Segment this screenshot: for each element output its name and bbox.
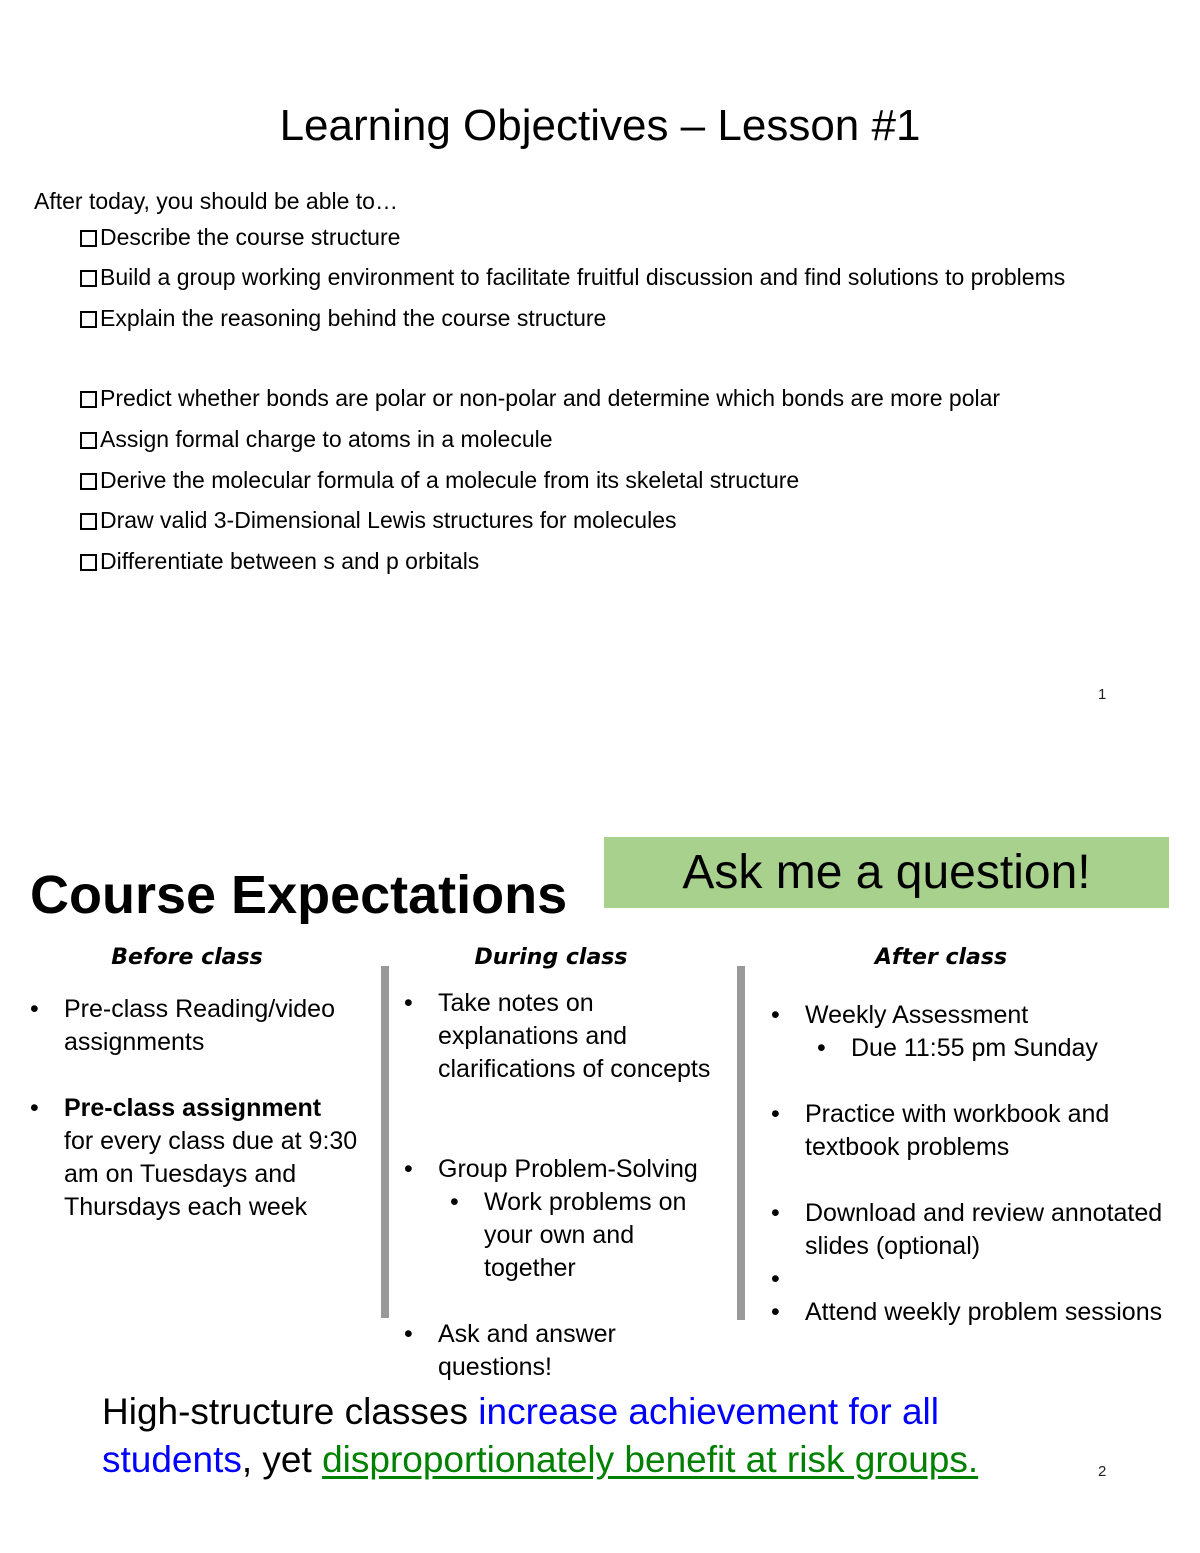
list-item: • Weekly Assessment — [771, 999, 1171, 1032]
column-divider — [737, 966, 745, 1320]
list-item-detail: for every class due at 9:30 am on Tuesdays and Thursdays each week — [64, 1127, 358, 1221]
objective-item: Differentiate between s and p orbitals — [80, 546, 479, 576]
checkbox-icon — [80, 554, 97, 571]
list-item: • Attend weekly problem sessions — [771, 1296, 1171, 1329]
checkbox-icon — [80, 230, 97, 247]
ask-question-callout: Ask me a question! — [604, 837, 1169, 908]
objective-item: Describe the course structure — [80, 222, 400, 252]
column-divider — [381, 966, 389, 1318]
page-number: 1 — [1098, 686, 1107, 703]
list-item — [30, 1092, 375, 1224]
checkbox-icon — [80, 270, 97, 287]
checkbox-icon — [80, 513, 97, 530]
list-item: • Take notes on explanations and clarifications of concepts — [404, 987, 734, 1086]
page-number: 2 — [1098, 1463, 1107, 1480]
list-subitem: • Due 11:55 pm Sunday — [817, 1032, 1167, 1065]
slide1-title: Learning Objectives – Lesson #1 — [279, 101, 921, 150]
checkbox-icon — [80, 311, 97, 328]
column-heading-during: During class — [474, 945, 628, 970]
slide2-title: Course Expectations — [30, 865, 568, 925]
objective-item: Explain the reasoning behind the course structure — [80, 303, 606, 333]
list-subitem: • Work problems on your own and together — [450, 1186, 730, 1285]
list-item: • Group Problem-Solving — [404, 1153, 734, 1186]
list-item: • Practice with workbook and textbook problems — [771, 1098, 1171, 1164]
list-item-emphasis: Pre-class assignment — [64, 1094, 322, 1122]
list-item: • Ask and answer questions! — [404, 1318, 734, 1384]
list-item: • Pre-class Reading/video assignments — [30, 993, 375, 1059]
column-heading-before: Before class — [111, 945, 263, 970]
checkbox-icon — [80, 432, 97, 449]
objective-item: Draw valid 3-Dimensional Lewis structures for molecules — [80, 505, 676, 535]
checkbox-icon — [80, 391, 97, 408]
objective-item: Derive the molecular formula of a molecule from its skeletal structure — [80, 465, 799, 495]
objective-item: Assign formal charge to atoms in a molecule — [80, 424, 553, 454]
highlight-achievement: increase achievement for all students — [102, 1391, 939, 1480]
objective-item: Build a group working environment to facilitate fruitful discussion and find solutions to problems — [80, 262, 1065, 292]
highlight-at-risk: disproportionately benefit at risk groups. — [322, 1439, 979, 1480]
objectives-intro: After today, you should be able to… — [34, 188, 398, 214]
footer-statement: High-structure classes increase achievement for all students, yet disproportionately benefit at risk groups. — [102, 1391, 979, 1480]
list-item: • Download and review annotated slides (optional) — [771, 1197, 1171, 1263]
column-heading-after: After class — [874, 945, 1008, 970]
checkbox-icon — [80, 473, 97, 490]
objective-item: Predict whether bonds are polar or non-polar and determine which bonds are more polar — [80, 383, 1000, 413]
